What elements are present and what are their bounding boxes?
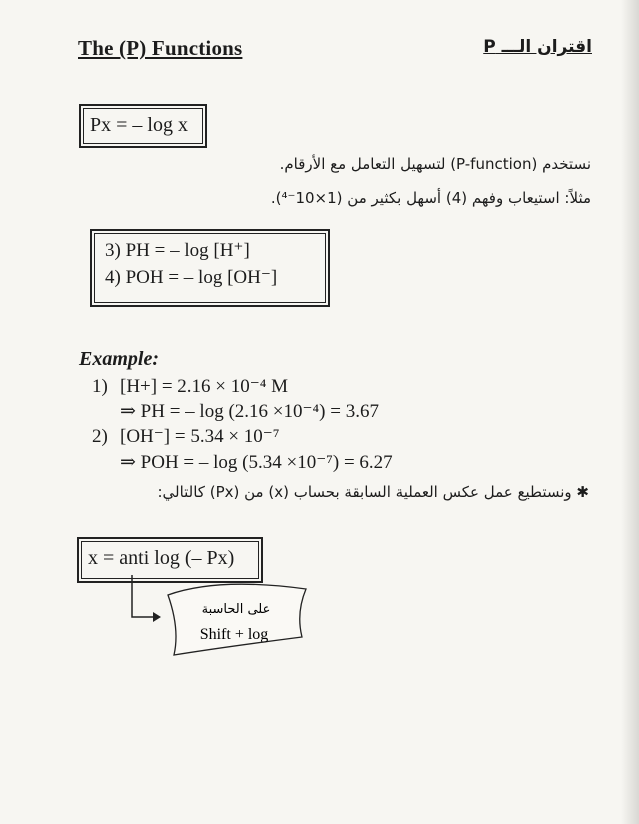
formulas-box xyxy=(90,229,330,307)
example-text: ⇒ PH = – log (2.16 ×10⁻⁴) = 3.67 xyxy=(120,401,379,422)
page-title-english: The (P) Functions xyxy=(78,36,243,60)
definition-formula: Px = – log x xyxy=(83,108,203,144)
intro-line-1: نستخدم (P-function) لتسهيل التعامل مع الأرقام. xyxy=(279,155,591,173)
example-line xyxy=(92,375,288,399)
arrow-connector-line xyxy=(132,575,158,617)
formula-row xyxy=(105,237,315,264)
formula-text: PH = – log [H⁺] xyxy=(125,240,250,261)
calculator-note-line-1: على الحاسبة xyxy=(201,602,271,617)
example-text: ⇒ POH = – log (5.34 ×10⁻⁷) = 6.27 xyxy=(120,452,393,473)
asterisk-bullet-icon: ✱ xyxy=(576,483,589,501)
reverse-note-text: ونستطيع عمل عكس العملية السابقة بحساب (x) من (Px) كالتالي: xyxy=(157,483,572,501)
calculator-note-graphic xyxy=(120,575,320,665)
definition-box xyxy=(79,104,207,148)
intro-line-2: مثلاً: استيعاب وفهم (4) أسهل بكثير من (1×10⁻⁴). xyxy=(270,189,591,207)
formula-number: 3) xyxy=(105,240,121,261)
example-line xyxy=(92,425,279,449)
formula-row xyxy=(105,264,315,291)
example-number: 1) xyxy=(92,376,108,397)
formula-text: POH = – log [OH⁻] xyxy=(125,267,278,288)
example-heading: Example: xyxy=(79,348,159,370)
example-line xyxy=(120,451,393,475)
formula-number: 4) xyxy=(105,267,121,288)
arrow-head-icon xyxy=(153,612,161,622)
example-line xyxy=(120,400,379,424)
page-title-arabic: اقتران الـــ P xyxy=(483,37,592,57)
antilog-formula: x = anti log (– Px) xyxy=(81,541,259,579)
example-text: [H+] = 2.16 × 10⁻⁴ M xyxy=(120,376,289,397)
reverse-note xyxy=(29,483,589,501)
example-number: 2) xyxy=(92,426,108,447)
example-text: [OH⁻] = 5.34 × 10⁻⁷ xyxy=(120,426,280,447)
page-edge-shadow xyxy=(621,0,639,824)
calculator-note-line-2: Shift + log xyxy=(199,626,269,643)
wavy-flag-shape xyxy=(168,584,306,655)
